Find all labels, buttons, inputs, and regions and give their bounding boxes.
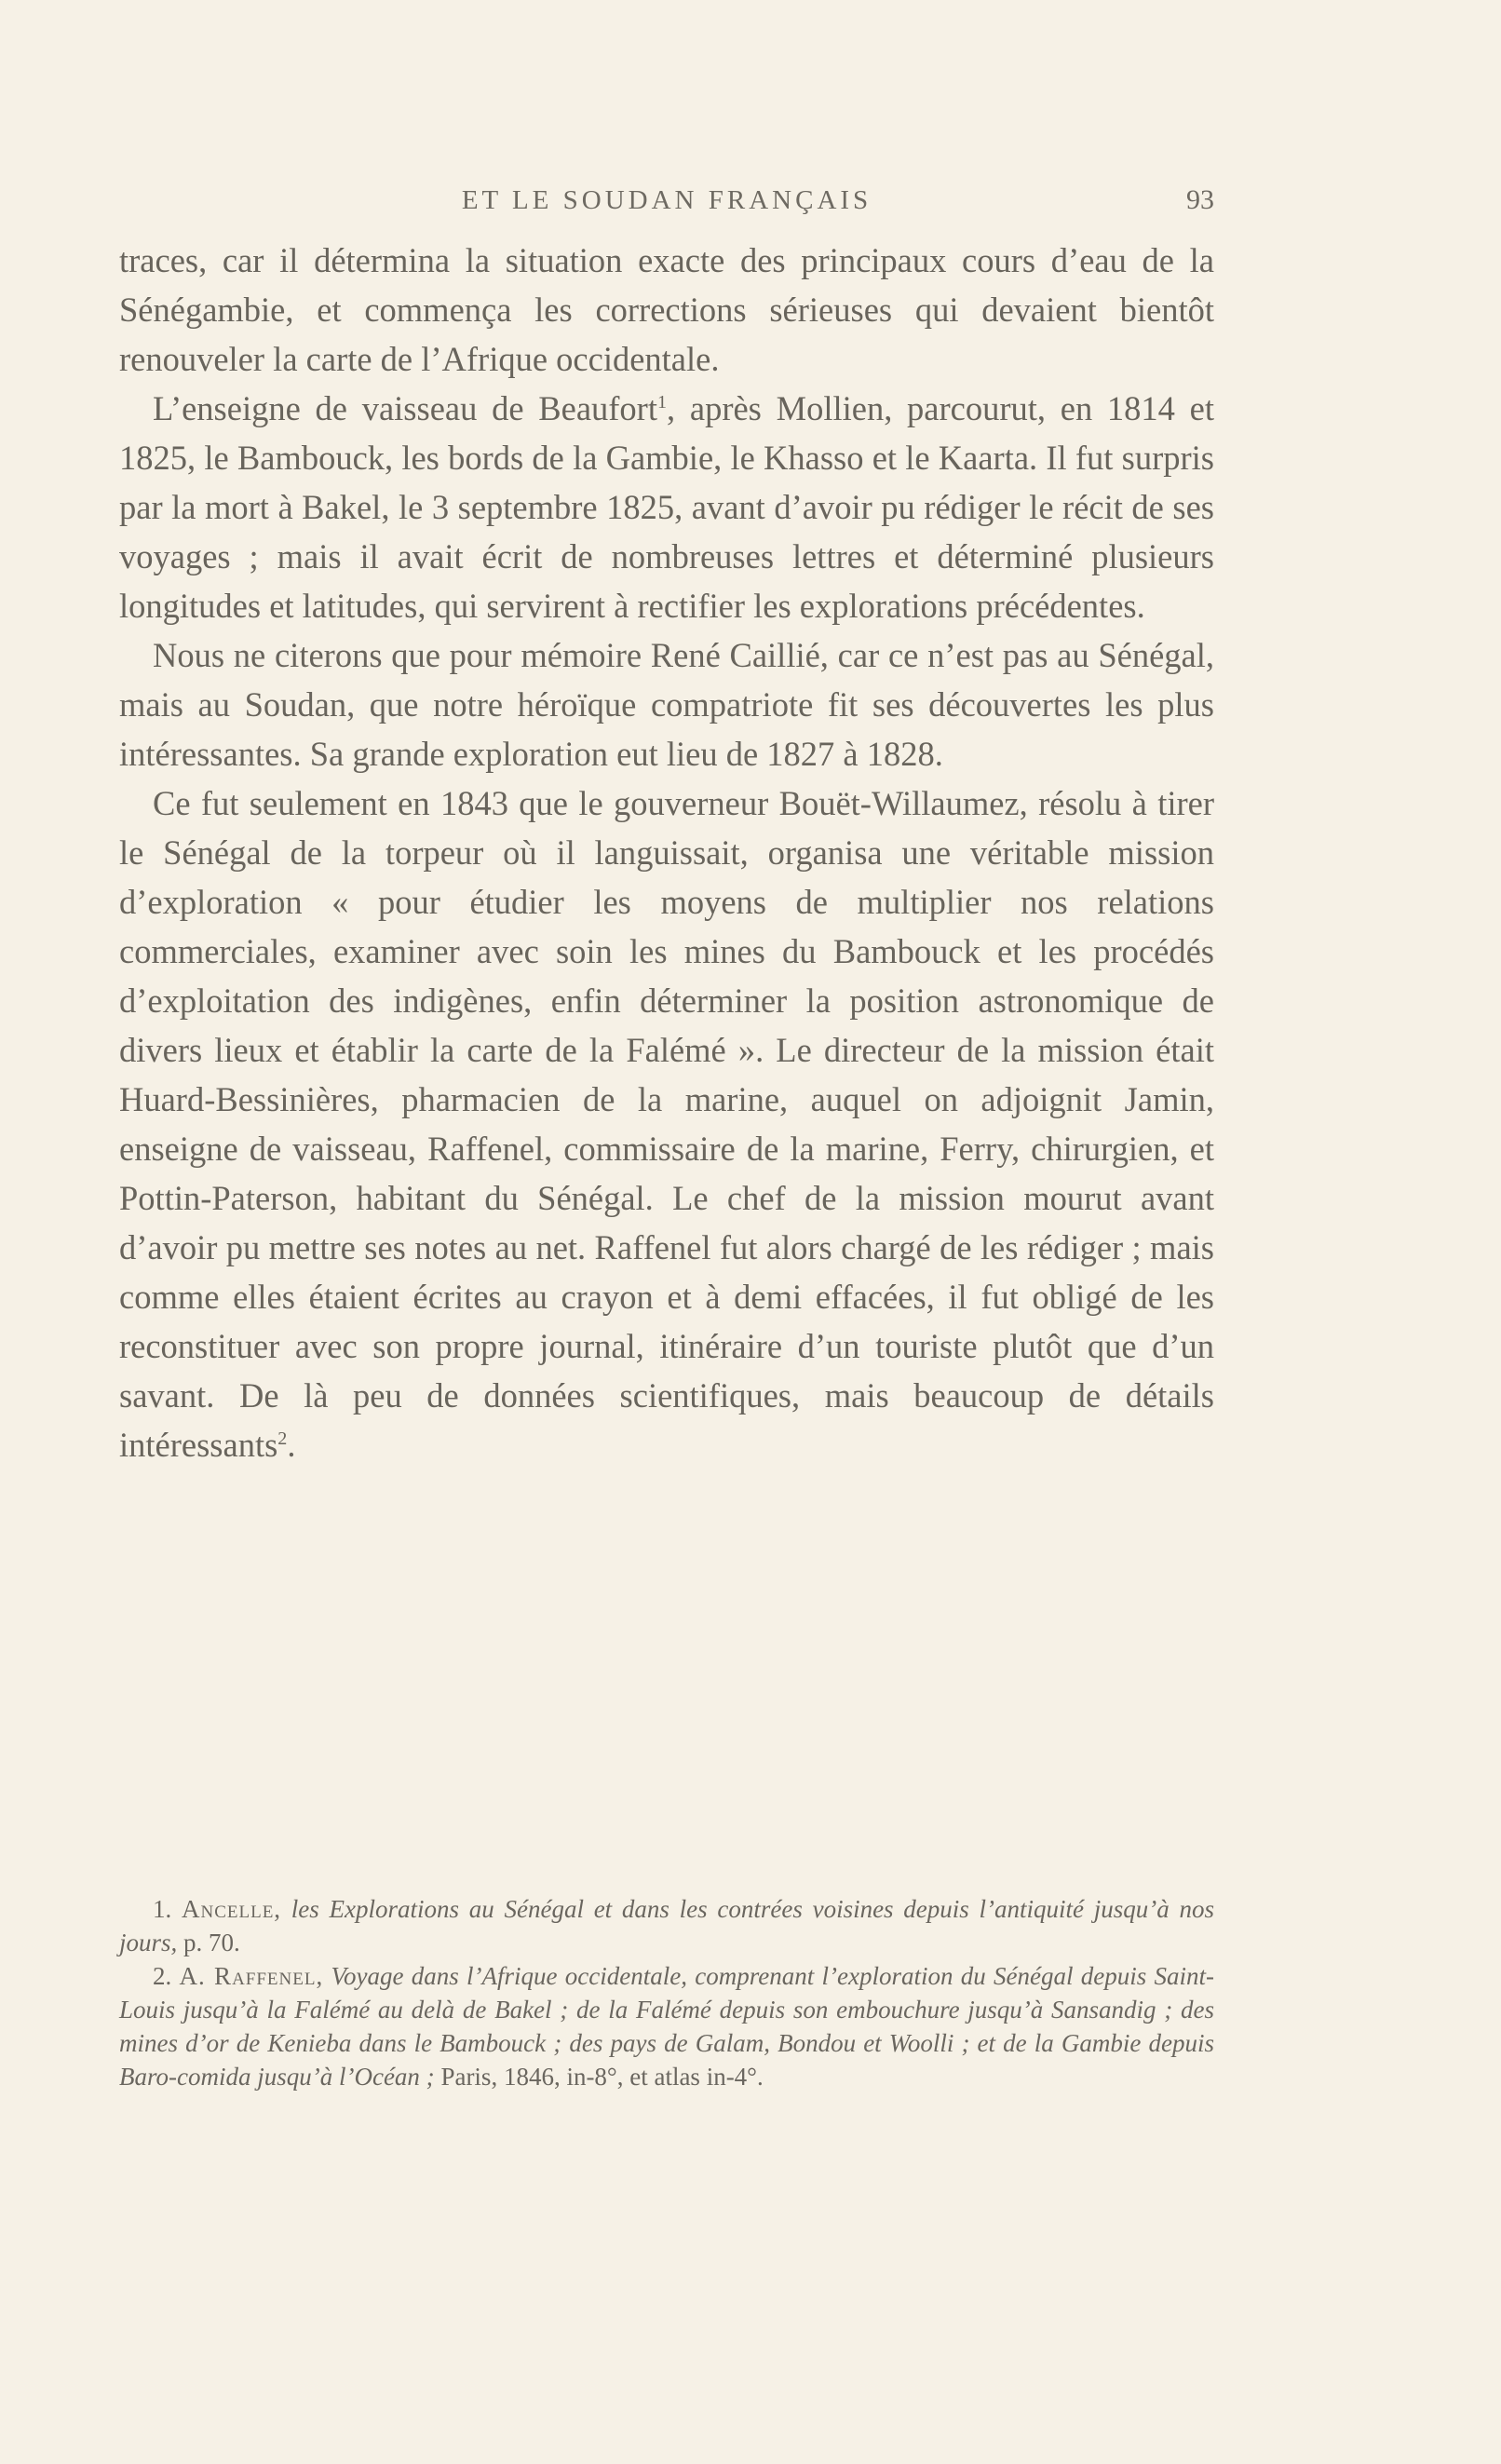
footnote-ref-1: 1 — [656, 391, 668, 413]
page-header — [119, 177, 1214, 223]
footnote-1-author: Ancelle, — [181, 1895, 282, 1923]
footnote-1-page: p. 70. — [183, 1929, 240, 1956]
footnote-ref-2: 2 — [277, 1428, 288, 1449]
footnote-2-author: A. Raffenel, — [179, 1962, 324, 1990]
footnote-1-title: les Explorations au Sénégal et dans les contrées voisines depuis l’antiquité jusqu’à nos jours, — [119, 1895, 1214, 1956]
paragraph-2-text-b: , après Mollien, parcourut, en 1814 et 1825, le Bambouck, les bords de la Gambie, le Khasso et le Kaarta. Il fut surpris par la mort à Bakel, le 3 septembre 1825, avant d’avoir pu rédiger le récit de ses voyages ; mais il avait écrit de nombreuses lettres et déterminé plusieurs longitudes et latitudes, qui servirent à rectifier les explorations précédentes. — [119, 389, 1215, 625]
paragraph-2-text-a: L’enseigne de vaisseau de Beaufort — [153, 389, 657, 427]
footnote-1-number: 1. — [153, 1895, 172, 1923]
page-number: 93 — [1186, 184, 1214, 215]
footnote-2-number: 2. — [153, 1962, 172, 1990]
paragraph-2 — [119, 384, 1214, 630]
paragraph-4-text-b: . — [287, 1426, 296, 1464]
paragraph-1: traces, car il détermina la situation exacte des principaux cours d’eau de la Sénégambie, et commença les corrections sérieuses qui devaient bientôt renouveler la carte de l’Afrique occidentale. — [119, 241, 1214, 378]
paragraph-4-text-a: Ce fut seulement en 1843 que le gouverneur Bouët-Willaumez, résolu à tirer le Sénégal de la torpeur où il languissait, organisa une véritable mission d’exploration « pour étudier les moyens de multiplier nos relations commerciales, examiner avec soin les mines du Bambouck et les procédés d’exploitation des indigènes, enfin déterminer la position astronomique de divers lieux et établir la carte de la Falémé ». Le directeur de la mission était Huard-Bessinières, pharmacien de la marine, auquel on adjoignit Jamin, enseigne de vaisseau, Raffenel, commissaire de la marine, Ferry, chirurgien, et Pottin-Paterson, habitant du Sénégal. Le chef de la mission mourut avant d’avoir pu mettre ses notes au net. Raffenel fut alors chargé de les rédiger ; mais comme elles étaient écrites au crayon et à demi effacées, il fut obligé de les reconstituer avec son propre journal, itinéraire d’un touriste plutôt que d’un savant. De là peu de données scientifiques, mais beaucoup de détails intéressants — [119, 784, 1214, 1464]
main-text — [119, 236, 1214, 1469]
footnote-2-title: Voyage dans l’Afrique occidentale, comprenant l’exploration du Sénégal depuis Saint-Louis jusqu’à la Falémé au delà de Bakel ; de la Falémé depuis son embouchure jusqu’à Sansandig ; des mines d’or de Kenieba dans le Bambouck ; des pays de Galam, Bondou et Woolli ; et de la Gambie depuis Baro-comida jusqu’à l’Océan ; — [119, 1962, 1215, 2091]
running-title: ET LE SOUDAN FRANÇAIS — [461, 185, 872, 215]
paragraph-3: Nous ne citerons que pour mémoire René Caillié, car ce n’est pas au Sénégal, mais au Soudan, que notre héroïque compatriote fit ses découvertes les plus intéressantes. Sa grande exploration eut lieu de 1827 à 1828. — [119, 636, 1214, 773]
footnotes — [119, 1892, 1214, 2093]
footnote-2 — [119, 1959, 1214, 2093]
footnote-2-publication: Paris, 1846, in-8°, et atlas in-4°. — [440, 2063, 764, 2091]
footnote-1 — [119, 1892, 1214, 1959]
paragraph-4 — [119, 778, 1214, 1469]
